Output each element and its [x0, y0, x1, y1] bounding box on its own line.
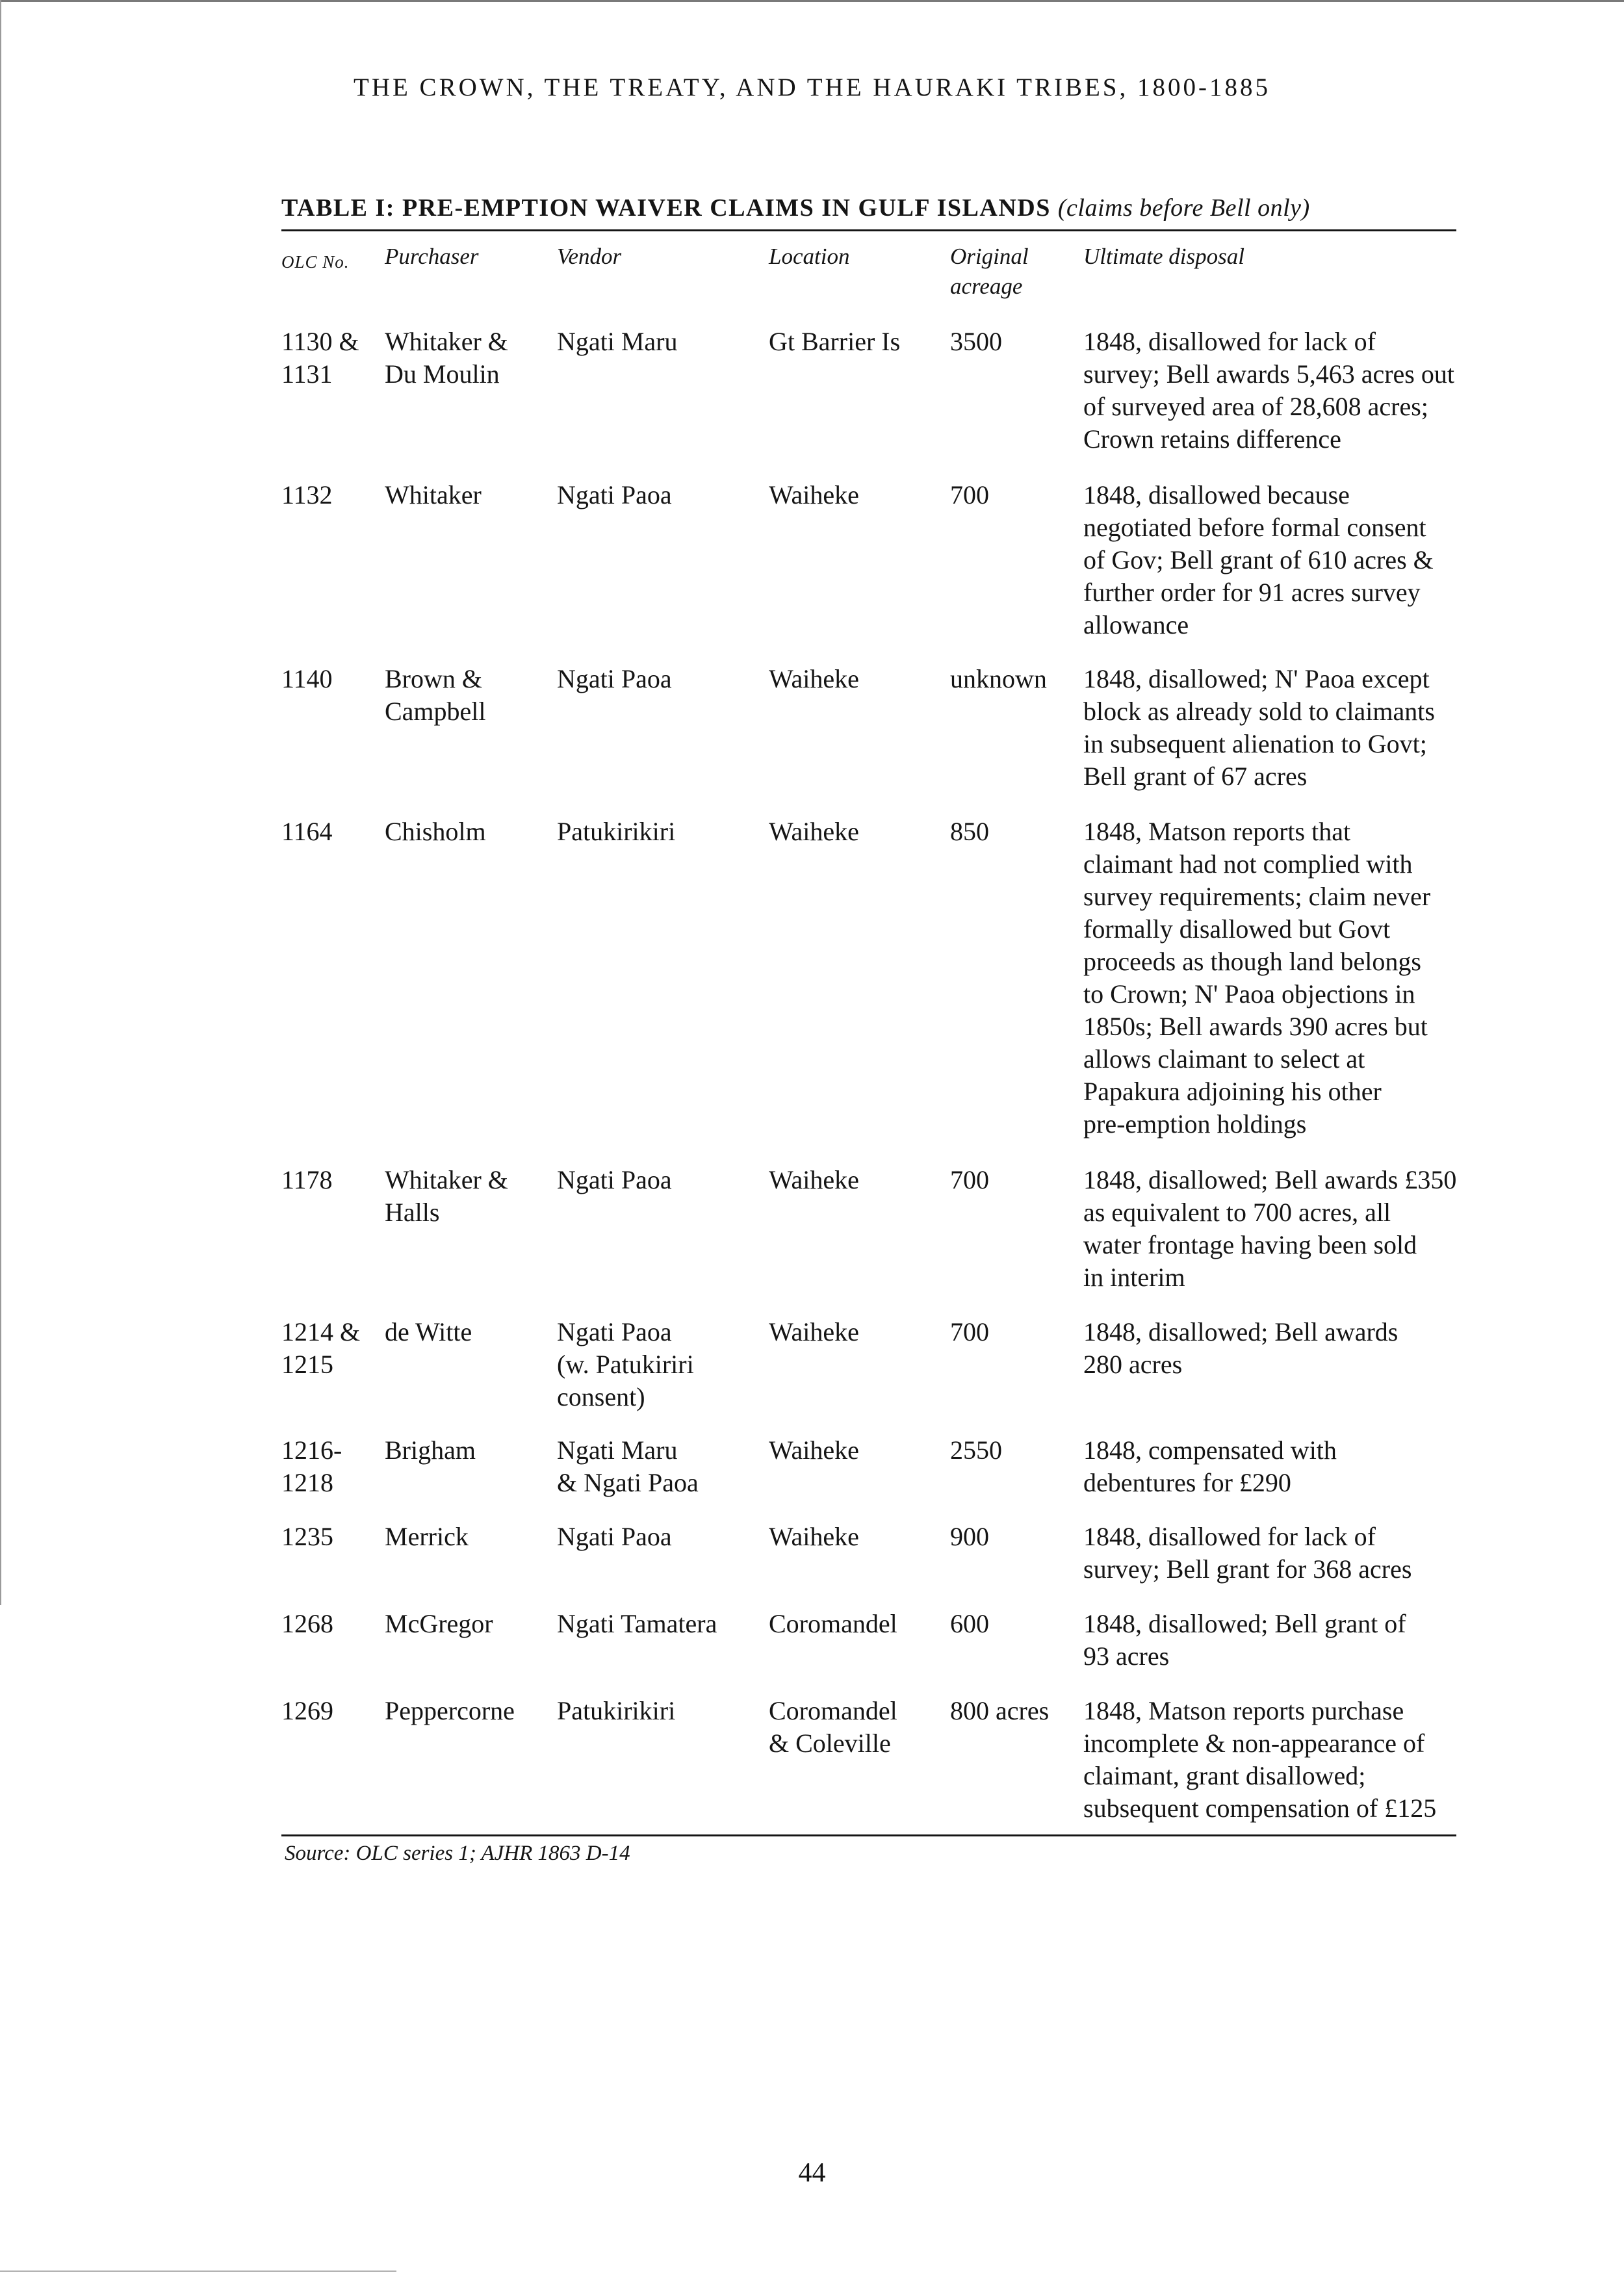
cell-acreage: 700 [950, 1317, 989, 1346]
cell-olc: 1164 [281, 817, 333, 846]
header-disposal: Ultimate disposal [1083, 244, 1244, 269]
cell-vendor: Patukirikiri [557, 817, 676, 846]
cell-location: Waiheke [769, 664, 859, 693]
cell-acreage: unknown [950, 664, 1047, 693]
cell-vendor: Ngati Paoa [557, 480, 672, 509]
cell-acreage: 850 [950, 817, 989, 846]
cell-location: Gt Barrier Is [769, 327, 901, 356]
cell-acreage: 900 [950, 1522, 989, 1551]
cell-olc: 1268 [281, 1609, 333, 1638]
table-top-rule [281, 229, 1456, 231]
cell-vendor: Patukirikiri [557, 1696, 676, 1725]
cell-location: Waiheke [769, 1165, 859, 1194]
cell-vendor: Ngati Maru [557, 327, 678, 356]
cell-olc: 1235 [281, 1522, 333, 1551]
cell-location: Coromandel [769, 1609, 897, 1638]
cell-olc: 1178 [281, 1165, 333, 1194]
table-title [281, 194, 1456, 222]
cell-location: Waiheke [769, 1522, 859, 1551]
cell-disposal: 1848, disallowed for lack of survey; Bell awards 5,463 acres out of surveyed area of 28,608 acres; Crown retains difference [1083, 327, 1454, 454]
header-vendor: Vendor [557, 244, 622, 269]
cell-vendor: Ngati Paoa [557, 664, 672, 693]
cell-acreage: 600 [950, 1609, 989, 1638]
cell-location: Waiheke [769, 1435, 859, 1465]
page-bottom-edge [0, 2271, 396, 2272]
cell-purchaser: Whitaker [385, 480, 482, 509]
table-title-text: PRE-EMPTION WAIVER CLAIMS IN GULF ISLANDS [402, 194, 1051, 222]
table-title-label: TABLE I: [281, 194, 395, 222]
cell-olc: 1269 [281, 1696, 333, 1725]
cell-purchaser: Brigham [385, 1435, 476, 1465]
cell-vendor: Ngati Tamatera [557, 1609, 717, 1638]
cell-purchaser: de Witte [385, 1317, 472, 1346]
cell-purchaser: Whitaker & Du Moulin [385, 327, 508, 389]
header-olc: OLC No. [281, 252, 350, 272]
cell-vendor: Ngati Maru & Ngati Paoa [557, 1435, 699, 1497]
cell-vendor: Ngati Paoa [557, 1522, 672, 1551]
header-purchaser: Purchaser [385, 244, 479, 269]
cell-disposal: 1848, disallowed; N' Paoa except block as already sold to claimants in subsequent alienation to Govt; Bell grant of 67 acres [1083, 664, 1435, 791]
cell-vendor: Ngati Paoa [557, 1165, 672, 1194]
cell-location: Waiheke [769, 1317, 859, 1346]
cell-location: Waiheke [769, 480, 859, 509]
header-acreage: Original acreage [950, 244, 1029, 299]
cell-disposal: 1848, disallowed for lack of survey; Bell grant for 368 acres [1083, 1522, 1412, 1584]
cell-acreage: 2550 [950, 1435, 1002, 1465]
cell-vendor: Ngati Paoa (w. Patukiriri consent) [557, 1317, 694, 1411]
cell-location: Waiheke [769, 817, 859, 846]
cell-purchaser: Whitaker & Halls [385, 1165, 508, 1227]
cell-purchaser: Brown & Campbell [385, 664, 486, 726]
cell-purchaser: McGregor [385, 1609, 493, 1638]
cell-purchaser: Chisholm [385, 817, 486, 846]
cell-disposal: 1848, compensated with debentures for £290 [1083, 1435, 1337, 1497]
cell-disposal: 1848, disallowed; Bell awards 280 acres [1083, 1317, 1398, 1379]
table-source-note: Source: OLC series 1; AJHR 1863 D-14 [285, 1842, 630, 1865]
cell-purchaser: Peppercorne [385, 1696, 515, 1725]
page-left-edge [0, 0, 1, 1605]
cell-olc: 1130 & 1131 [281, 327, 359, 389]
header-location: Location [769, 244, 850, 269]
cell-olc: 1214 & 1215 [281, 1317, 361, 1379]
page-top-edge [0, 0, 1624, 2]
cell-disposal: 1848, Matson reports purchase incomplete & non-appearance of claimant, grant disallowed; subsequent compensation of £125 [1083, 1696, 1437, 1823]
cell-location: Coromandel & Coleville [769, 1696, 897, 1758]
cell-disposal: 1848, disallowed; Bell grant of 93 acres [1083, 1609, 1406, 1671]
cell-olc: 1140 [281, 664, 333, 693]
cell-disposal: 1848, Matson reports that claimant had not complied with survey requirements; claim never formally disallowed but Govt proceeds as though land belongs to Crown; N' Paoa objections in 1850s; Bell awards 390 acres but allows claimant to select at Papakura adjoining his other pre-emption holdings [1083, 817, 1431, 1138]
table-title-note: (claims before Bell only) [1057, 194, 1310, 222]
running-head: THE CROWN, THE TREATY, AND THE HAURAKI TRIBES, 1800-1885 [354, 73, 1270, 101]
cell-acreage: 3500 [950, 327, 1002, 356]
cell-disposal: 1848, disallowed; Bell awards £350 as equivalent to 700 acres, all water frontage having been sold in interim [1083, 1165, 1457, 1292]
cell-olc: 1216- 1218 [281, 1435, 342, 1497]
cell-acreage: 700 [950, 1165, 989, 1194]
cell-olc: 1132 [281, 480, 333, 509]
cell-acreage: 800 acres [950, 1696, 1050, 1725]
page-number: 44 [798, 2158, 826, 2188]
table-bottom-rule [281, 1834, 1456, 1836]
cell-acreage: 700 [950, 480, 989, 509]
cell-purchaser: Merrick [385, 1522, 469, 1551]
cell-disposal: 1848, disallowed because negotiated before formal consent of Gov; Bell grant of 610 acres & further order for 91 acres survey allowance [1083, 480, 1434, 639]
